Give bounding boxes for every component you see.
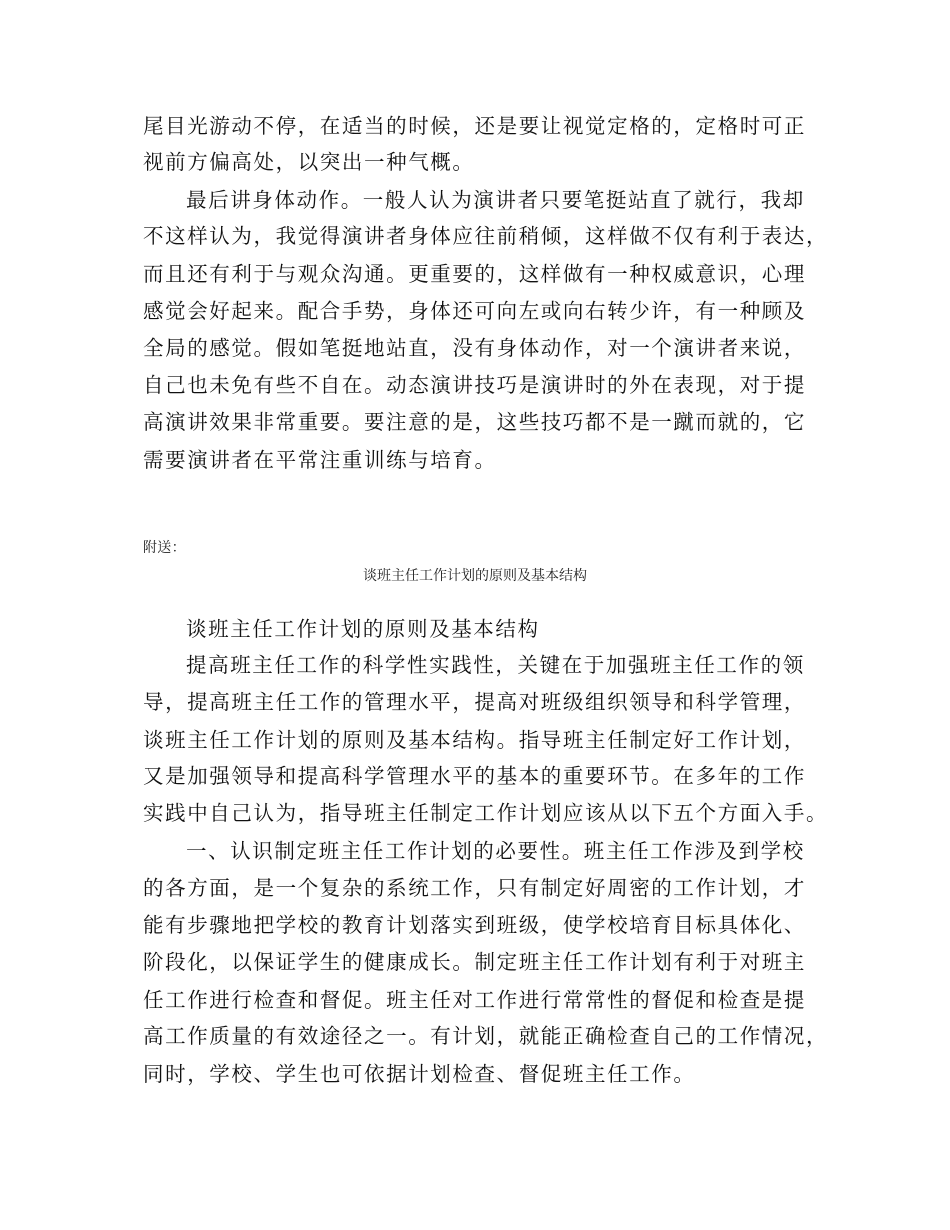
- paragraph-line: 提高班主任工作的科学性实践性，关键在于加强班主任工作的领: [186, 653, 805, 677]
- paragraph-line: 视前方偏高处，以突出一种气概。: [143, 150, 475, 174]
- paragraph-line: 的各方面，是一个复杂的系统工作，只有制定好周密的工作计划，才: [143, 876, 806, 900]
- paragraph-line: 不这样认为，我觉得演讲者身体应往前稍倾，这样做不仅有利于表达，: [143, 224, 829, 248]
- paragraph-line: 又是加强领导和提高科学管理水平的基本的重要环节。在多年的工作: [143, 764, 806, 788]
- paragraph-line: 尾目光游动不停，在适当的时候，还是要让视觉定格的，定格时可正: [143, 114, 806, 138]
- paragraph-line: 高工作质量的有效途径之一。有计划，就能正确检查自己的工作情况，: [143, 1024, 829, 1048]
- paragraph-line: 高演讲效果非常重要。要注意的是，这些技巧都不是一蹴而就的，它: [143, 410, 806, 434]
- paragraph-line: 自己也未免有些不自在。动态演讲技巧是演讲时的外在表现，对于提: [143, 373, 806, 397]
- appendix-title: 谈班主任工作计划的原则及基本结构: [363, 568, 587, 584]
- paragraph-line: 能有步骤地把学校的教育计划落实到班级，使学校培育目标具体化、: [143, 913, 806, 937]
- appendix-label: 附送：: [143, 540, 186, 556]
- paragraph-line: 感觉会好起来。配合手势，身体还可向左或向右转少许，有一种顾及: [143, 299, 806, 323]
- paragraph-line: 谈班主任工作计划的原则及基本结构。指导班主任制定好工作计划，: [143, 728, 806, 752]
- paragraph-line: 任工作进行检查和督促。班主任对工作进行常常性的督促和检查是提: [143, 988, 806, 1012]
- paragraph-line: 而且还有利于与观众沟通。更重要的，这样做有一种权威意识，心理: [143, 262, 806, 286]
- section-heading: 谈班主任工作计划的原则及基本结构: [186, 617, 540, 641]
- paragraph-line: 全局的感觉。假如笔挺地站直，没有身体动作，对一个演讲者来说，: [143, 336, 806, 360]
- paragraph-line: 实践中自己认为，指导班主任制定工作计划应该从以下五个方面入手。: [143, 801, 829, 825]
- paragraph-line: 最后讲身体动作。一般人认为演讲者只要笔挺站直了就行，我却: [186, 188, 805, 212]
- paragraph-line: 同时，学校、学生也可依据计划检查、督促班主任工作。: [143, 1062, 696, 1086]
- paragraph-line: 一、认识制定班主任工作计划的必要性。班主任工作涉及到学校: [186, 839, 805, 863]
- paragraph-line: 导，提高班主任工作的管理水平，提高对班级组织领导和科学管理，: [143, 690, 806, 714]
- paragraph-line: 需要演讲者在平常注重训练与培育。: [143, 448, 497, 472]
- paragraph-line: 阶段化，以保证学生的健康成长。制定班主任工作计划有利于对班主: [143, 950, 806, 974]
